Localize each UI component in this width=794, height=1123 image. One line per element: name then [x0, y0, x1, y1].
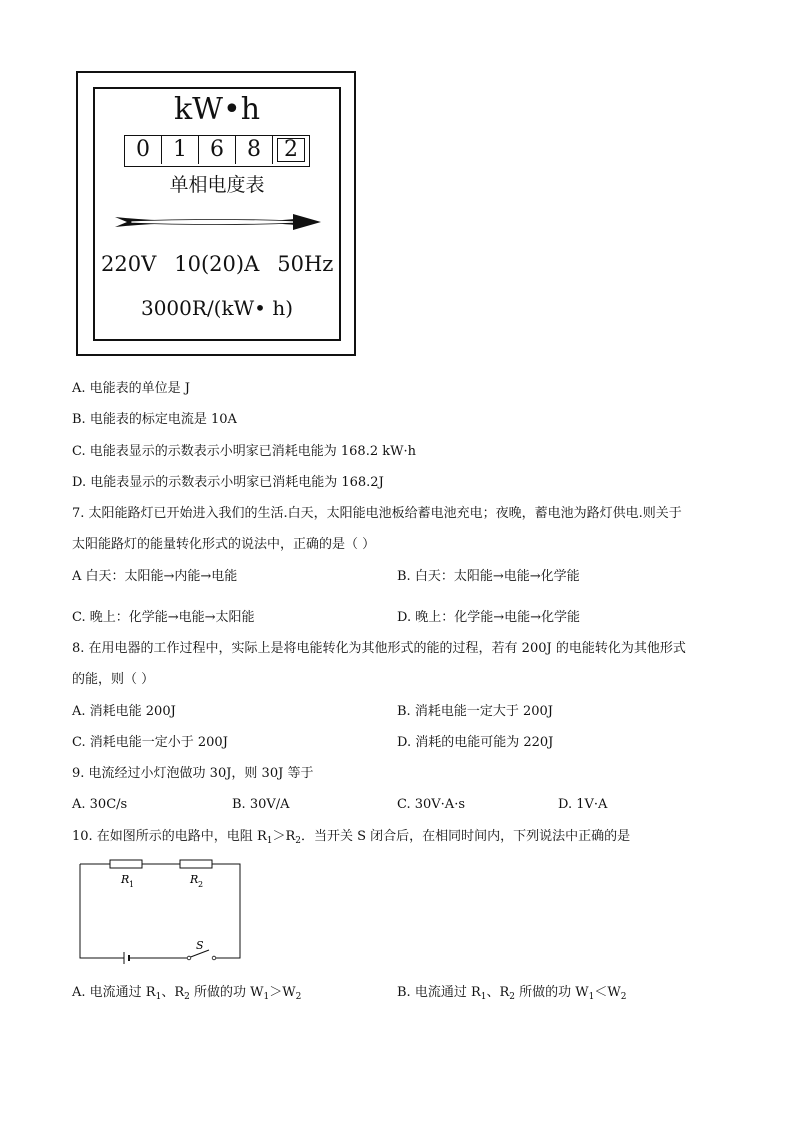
meter-digit-decimal	[273, 136, 309, 164]
subscript: 1	[480, 992, 487, 1002]
q6-option-c: C. 电能表显示的示数表示小明家已消耗电能为 168.2 kW·h	[72, 444, 416, 459]
q8-option-a: A. 消耗电能 200J	[72, 704, 176, 719]
q10-option-a-text: ＞W	[269, 985, 296, 1000]
subscript: 2	[295, 992, 302, 1002]
q6-option-a: A. 电能表的单位是 J	[72, 381, 190, 396]
q6-option-b: B. 电能表的标定电流是 10A	[72, 412, 237, 427]
q10-option-b-text: ＜W	[594, 985, 621, 1000]
meter-unit: kW•h	[173, 92, 261, 127]
q10-option-a-text: 所做的功 W	[189, 985, 264, 1000]
q7-option-d: D. 晚上：化学能→电能→化学能	[397, 610, 581, 625]
q10-option-b-text: B. 电流通过 R	[397, 985, 481, 1000]
q7-stem-line1: 7. 太阳能路灯已开始进入我们的生活.白天，太阳能电池板给蓄电池充电；夜晚，蓄电池为路灯供电.则关于	[72, 506, 682, 521]
q8-option-c: C. 消耗电能一定小于 200J	[72, 735, 228, 750]
q9-option-d: D. 1V·A	[558, 797, 608, 812]
meter-digit: 0	[125, 136, 162, 164]
subscript: 2	[509, 992, 516, 1002]
arrow-icon	[113, 208, 323, 236]
subscript: 2	[295, 836, 301, 846]
r2-label: R	[190, 873, 199, 886]
r2-subscript: 2	[198, 880, 204, 889]
meter-digit-display	[124, 135, 310, 167]
q8-stem-line1: 8. 在用电器的工作过程中，实际上是将电能转化为其他形式的能的过程，若有 200J 的电能转化为其他形式	[72, 641, 686, 656]
subscript: 2	[620, 992, 627, 1002]
subscript: 1	[588, 992, 595, 1002]
r1-subscript: 1	[129, 880, 135, 889]
q7-option-a: A 白天：太阳能→内能→电能	[72, 569, 238, 584]
meter-digit: 1	[162, 136, 199, 164]
meter-current: 10(20)A	[174, 252, 260, 276]
q9-stem: 9. 电流经过小灯泡做功 30J，则 30J 等于	[72, 766, 314, 781]
meter-specs	[101, 250, 351, 278]
q10-option-a	[72, 985, 301, 1001]
q7-stem-line2: 太阳能路灯的能量转化形式的说法中，正确的是（ ）	[72, 537, 376, 552]
q9-option-c: C. 30V·A·s	[397, 797, 466, 812]
q10-option-b-text: 、R	[486, 985, 510, 1000]
switch-label: S	[196, 939, 204, 952]
q10-option-a-text: 、R	[161, 985, 185, 1000]
meter-digit: 8	[236, 136, 273, 164]
q10-stem	[72, 829, 630, 845]
meter-digit-decimal-value: 2	[277, 138, 305, 162]
circuit-diagram	[72, 855, 252, 973]
r1-label: R	[121, 873, 130, 886]
q6-option-d: D. 电能表显示的示数表示小明家已消耗电能为 168.2J	[72, 475, 384, 490]
subscript: 1	[266, 836, 273, 846]
meter-voltage: 220V	[101, 252, 157, 276]
q8-stem-line2: 的能，则（ ）	[72, 672, 155, 687]
subscript: 2	[184, 992, 190, 1002]
q10-option-b-text: 所做的功 W	[515, 985, 589, 1000]
subscript: 1	[263, 992, 270, 1002]
subscript: 1	[155, 992, 162, 1002]
q10-stem-text: ＞R	[272, 829, 296, 844]
q7-option-b: B. 白天：太阳能→电能→化学能	[397, 569, 580, 584]
meter-name: 单相电度表	[169, 174, 265, 196]
q10-stem-text: ．当开关 S 闭合后，在相同时间内，下列说法中正确的是	[301, 829, 631, 844]
meter-digit: 6	[199, 136, 236, 164]
q8-option-b: B. 消耗电能一定大于 200J	[397, 704, 553, 719]
q7-option-c: C. 晚上：化学能→电能→太阳能	[72, 610, 255, 625]
q10-stem-text: 10. 在如图所示的电路中，电阻 R	[72, 829, 267, 844]
q8-option-d: D. 消耗的电能可能为 220J	[397, 735, 554, 750]
q9-option-b: B. 30V/A	[232, 797, 290, 812]
meter-frequency: 50Hz	[277, 252, 334, 276]
q10-option-b	[397, 985, 627, 1001]
q9-option-a: A. 30C/s	[72, 797, 128, 812]
meter-constant: 3000R/(kW• h)	[140, 296, 293, 320]
q10-option-a-text: A. 电流通过 R	[72, 985, 156, 1000]
